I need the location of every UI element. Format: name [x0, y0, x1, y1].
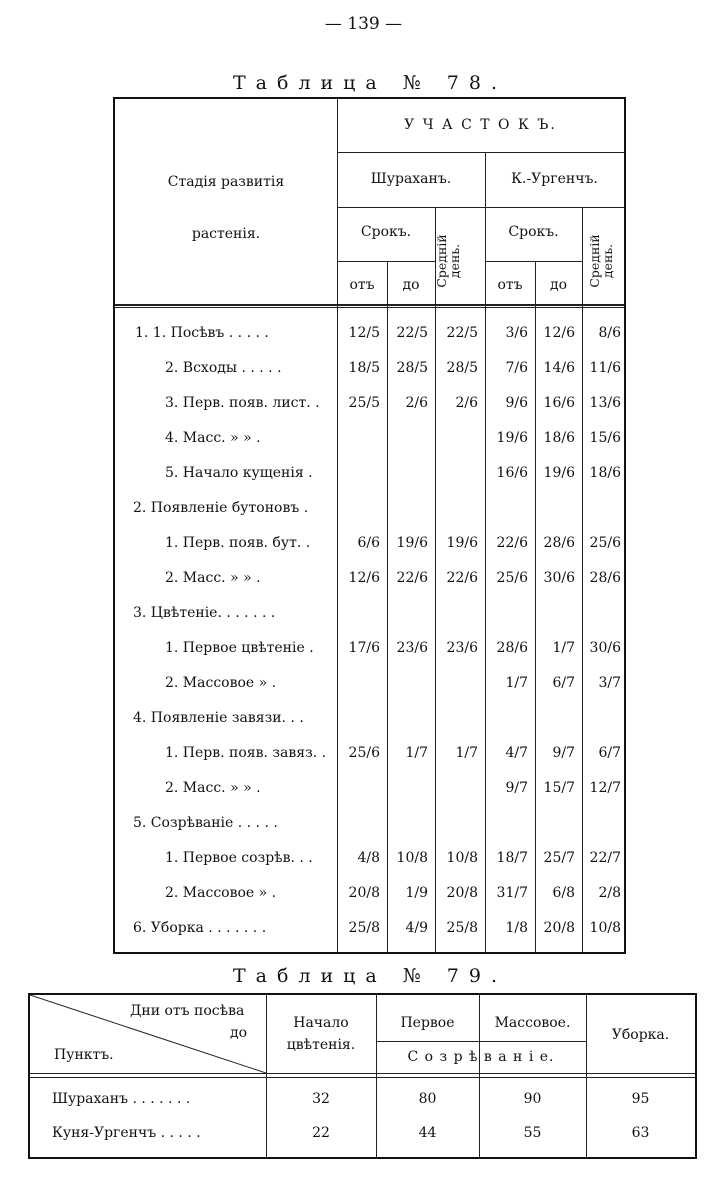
date-cell: 23/6 — [396, 640, 428, 656]
date-cell: 1/9 — [405, 885, 428, 901]
date-cell: 25/7 — [543, 850, 575, 866]
table-row — [115, 702, 624, 736]
date-cell: 12/6 — [543, 325, 575, 341]
date-cell: 19/6 — [446, 535, 478, 551]
date-cell: 10/8 — [396, 850, 428, 866]
row-label: 4. Масс. » » . — [165, 430, 261, 446]
ripening-header: С о з р ѣ в а н і е. — [407, 1049, 555, 1065]
date-cell: 12/5 — [348, 325, 380, 341]
date-cell: 28/5 — [446, 360, 478, 376]
table-79-title: Таблица № 79. — [233, 965, 507, 987]
date-cell: 12/6 — [348, 570, 380, 586]
date-cell: 14/6 — [543, 360, 575, 376]
date-cell: 22/6 — [496, 535, 528, 551]
header-line — [30, 1073, 695, 1074]
date-cell: 3/6 — [505, 325, 528, 341]
date-cell: 15/7 — [543, 780, 575, 796]
term-header: Срокъ. — [360, 224, 412, 240]
row-label: 2. Массовое » . — [165, 675, 277, 691]
row-label: 1. Первое цвѣтеніе . — [165, 640, 314, 656]
date-cell: 18/6 — [589, 465, 621, 481]
date-cell: 15/6 — [589, 430, 621, 446]
to-header: до — [549, 277, 568, 293]
row-label: 6. Уборка . . . . . . . — [133, 920, 267, 936]
date-cell: 9/7 — [505, 780, 528, 796]
days-cell: 22 — [312, 1125, 330, 1141]
date-cell: 28/5 — [396, 360, 428, 376]
header-line — [376, 1041, 586, 1042]
date-cell: 17/6 — [348, 640, 380, 656]
days-cell: 55 — [523, 1125, 542, 1141]
table-row — [115, 842, 624, 876]
table-row — [115, 492, 624, 526]
stage-header-2: растенія. — [191, 226, 261, 242]
date-cell: 2/8 — [598, 885, 621, 901]
table-79 — [28, 993, 697, 1159]
date-cell: 10/8 — [446, 850, 478, 866]
date-cell: 1/7 — [455, 745, 478, 761]
date-cell: 25/6 — [496, 570, 528, 586]
header-line — [337, 152, 624, 153]
date-cell: 9/7 — [552, 745, 575, 761]
term-header: Срокъ. — [508, 224, 559, 240]
header-line — [30, 1077, 695, 1078]
date-cell: 25/5 — [348, 395, 380, 411]
date-cell: 6/7 — [552, 675, 575, 691]
days-cell: 80 — [418, 1091, 437, 1107]
row-label: 2. Всходы . . . . . — [165, 360, 282, 376]
date-cell: 25/8 — [348, 920, 380, 936]
date-cell: 7/6 — [505, 360, 528, 376]
date-cell: 22/6 — [446, 570, 478, 586]
row-label: 5. Созрѣваніе . . . . . — [133, 815, 278, 831]
start-flowering-header: Начало — [293, 1015, 349, 1031]
mass-header: Массовое. — [494, 1015, 571, 1031]
row-label: Шураханъ . . . . . . . — [52, 1091, 191, 1107]
date-cell: 3/7 — [598, 675, 621, 691]
days-cell: 63 — [631, 1125, 650, 1141]
date-cell: 1/7 — [552, 640, 575, 656]
date-cell: 8/6 — [598, 325, 621, 341]
days-cell: 32 — [312, 1091, 330, 1107]
days-header: Дни отъ посѣва — [130, 1003, 245, 1019]
date-cell: 19/6 — [496, 430, 528, 446]
row-label: 2. Масс. » » . — [165, 780, 261, 796]
date-cell: 30/6 — [543, 570, 575, 586]
date-cell: 30/6 — [589, 640, 621, 656]
row-label: 1. Перв. появ. завяз. . — [165, 745, 327, 761]
table-row — [115, 457, 624, 491]
date-cell: 10/8 — [589, 920, 621, 936]
date-cell: 25/8 — [446, 920, 478, 936]
row-label: 5. Начало кущенія . — [165, 465, 313, 481]
days-cell: 44 — [418, 1125, 437, 1141]
days-cell: 90 — [523, 1091, 542, 1107]
table-row — [115, 597, 624, 631]
row-label: Куня-Ургенчъ . . . . . — [52, 1125, 201, 1141]
table-row — [115, 562, 624, 596]
table-row — [115, 317, 624, 351]
date-cell: 4/7 — [505, 745, 528, 761]
row-label: 3. Перв. появ. лист. . — [165, 395, 320, 411]
date-cell: 2/6 — [455, 395, 478, 411]
date-cell: 25/6 — [589, 535, 621, 551]
section-header: У Ч А С Т О К Ъ. — [404, 117, 557, 133]
from-header: отъ — [349, 277, 375, 293]
date-cell: 28/6 — [543, 535, 575, 551]
row-label: 1. 1. Посѣвъ . . . . . — [135, 325, 269, 341]
date-cell: 18/6 — [543, 430, 575, 446]
harvest-header: Уборка. — [611, 1027, 670, 1043]
date-cell: 11/6 — [589, 360, 621, 376]
date-cell: 2/6 — [405, 395, 428, 411]
row-label: 1. Первое созрѣв. . . — [165, 850, 313, 866]
row-label: 1. Перв. появ. бут. . — [165, 535, 311, 551]
date-cell: 1/8 — [505, 920, 528, 936]
date-cell: 16/6 — [496, 465, 528, 481]
date-cell: 13/6 — [589, 395, 621, 411]
date-cell: 9/6 — [505, 395, 528, 411]
date-cell: 18/7 — [496, 850, 528, 866]
date-cell: 22/7 — [589, 850, 621, 866]
date-cell: 22/5 — [396, 325, 428, 341]
site-kurgench: К.-Ургенчъ. — [511, 171, 598, 187]
date-cell: 22/5 — [446, 325, 478, 341]
date-cell: 25/6 — [348, 745, 380, 761]
header-double-rule — [115, 304, 624, 308]
table-row — [115, 422, 624, 456]
table-row — [115, 877, 624, 911]
date-cell: 20/8 — [348, 885, 380, 901]
site-shurakhan: Шураханъ. — [370, 171, 452, 187]
table-row — [115, 387, 624, 421]
avg-day-header: Средній день. — [587, 234, 615, 288]
date-cell: 19/6 — [543, 465, 575, 481]
table-row — [115, 352, 624, 386]
point-header: Пунктъ. — [54, 1047, 114, 1063]
row-label: 4. Появленіе завязи. . . — [133, 710, 304, 726]
row-label: 3. Цвѣтеніе. . . . . . . — [133, 605, 276, 621]
date-cell: 19/6 — [396, 535, 428, 551]
date-cell: 31/7 — [496, 885, 528, 901]
date-cell: 20/8 — [543, 920, 575, 936]
first-header: Первое — [400, 1015, 455, 1031]
row-label: 2. Появленіе бутоновъ . — [133, 500, 309, 516]
days-cell: 95 — [631, 1091, 650, 1107]
table-row — [115, 807, 624, 841]
from-header: отъ — [497, 277, 523, 293]
date-cell: 16/6 — [543, 395, 575, 411]
table-row — [115, 772, 624, 806]
date-cell: 6/6 — [357, 535, 380, 551]
date-cell: 12/7 — [589, 780, 621, 796]
table-row — [115, 737, 624, 771]
row-label: 2. Масс. » » . — [165, 570, 261, 586]
start-flowering-header-2: цвѣтенія. — [286, 1037, 356, 1053]
avg-day-header: Средній день. — [434, 234, 462, 288]
date-cell: 22/6 — [396, 570, 428, 586]
table-78 — [113, 97, 626, 954]
to-header: до — [230, 1025, 248, 1041]
date-cell: 1/7 — [505, 675, 528, 691]
table-row — [115, 667, 624, 701]
date-cell: 4/9 — [405, 920, 428, 936]
date-cell: 28/6 — [589, 570, 621, 586]
table-row — [115, 912, 624, 946]
date-cell: 23/6 — [446, 640, 478, 656]
header-line — [337, 207, 624, 208]
to-header: до — [402, 277, 420, 293]
date-cell: 18/5 — [348, 360, 380, 376]
date-cell: 28/6 — [496, 640, 528, 656]
table-row — [115, 632, 624, 666]
date-cell: 20/8 — [446, 885, 478, 901]
date-cell: 4/8 — [357, 850, 380, 866]
header-line — [485, 261, 582, 262]
date-cell: 6/8 — [552, 885, 575, 901]
table-78-title: Таблица № 78. — [233, 72, 507, 94]
stage-header: Стадія развитія — [167, 174, 285, 190]
row-label: 2. Массовое » . — [165, 885, 277, 901]
date-cell: 1/7 — [405, 745, 428, 761]
date-cell: 6/7 — [598, 745, 621, 761]
page-number: — 139 — — [324, 14, 403, 34]
header-line — [337, 261, 435, 262]
table-row — [115, 527, 624, 561]
